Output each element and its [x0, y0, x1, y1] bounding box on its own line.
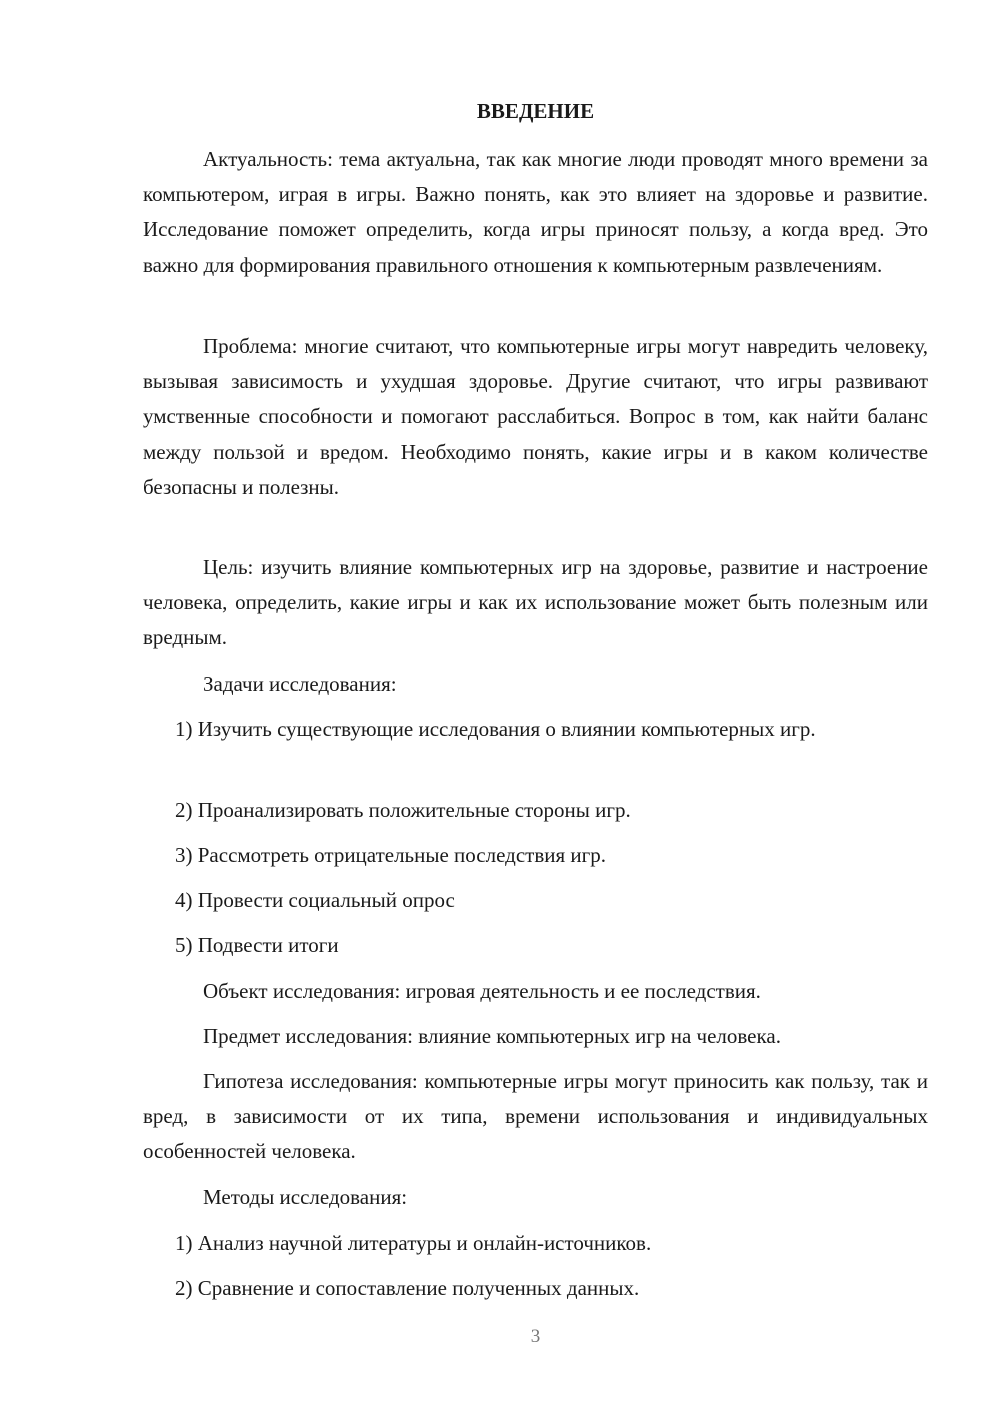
paragraph-subject: Предмет исследования: влияние компьютерных игр на человека.: [203, 1024, 781, 1048]
tasks-heading: Задачи исследования:: [203, 672, 397, 696]
paragraph-problem: Проблема: многие считают, что компьютерные игры могут навредить человеку, вызывая зависимость и ухудшая здоровье. Другие считают, что игры развивают умственные способности и помогают расслабиться. Вопрос в том, как найти баланс между пользой и вредом. Необходимо понять, какие игры и в каком количестве безопасны и полезны.: [143, 334, 928, 499]
task-item-3: 3) Рассмотреть отрицательные последствия игр.: [175, 843, 606, 867]
section-title: ВВЕДЕНИЕ: [476, 99, 595, 123]
task-item-5: 5) Подвести итоги: [175, 933, 339, 957]
paragraph-goal: Цель: изучить влияние компьютерных игр на здоровье, развитие и настроение человека, определить, какие игры и как их использование может быть полезным или вредным.: [143, 555, 928, 650]
methods-heading: Методы исследования:: [203, 1185, 408, 1209]
task-item-1: 1) Изучить существующие исследования о влиянии компьютерных игр.: [175, 717, 816, 741]
paragraph-relevance: Актуальность: тема актуальна, так как многие люди проводят много времени за компьютером, играя в игры. Важно понять, как это влияет на здоровье и развитие. Исследование поможет определить, когда игры приносят пользу, а когда вред. Это важно для формирования правильного отношения к компьютерным развлечениям.: [143, 147, 928, 277]
paragraph-object: Объект исследования: игровая деятельность и ее последствия.: [203, 979, 761, 1003]
page-number: 3: [530, 1326, 541, 1347]
paragraph-hypothesis: Гипотеза исследования: компьютерные игры могут приносить как пользу, так и вред, в зависимости от их типа, времени использования и индивидуальных особенностей человека.: [143, 1069, 928, 1164]
method-item-1: 1) Анализ научной литературы и онлайн-источников.: [175, 1231, 652, 1255]
task-item-2: 2) Проанализировать положительные стороны игр.: [175, 798, 631, 822]
task-item-4: 4) Провести социальный опрос: [175, 888, 455, 912]
method-item-2: 2) Сравнение и сопоставление полученных данных.: [175, 1276, 640, 1300]
